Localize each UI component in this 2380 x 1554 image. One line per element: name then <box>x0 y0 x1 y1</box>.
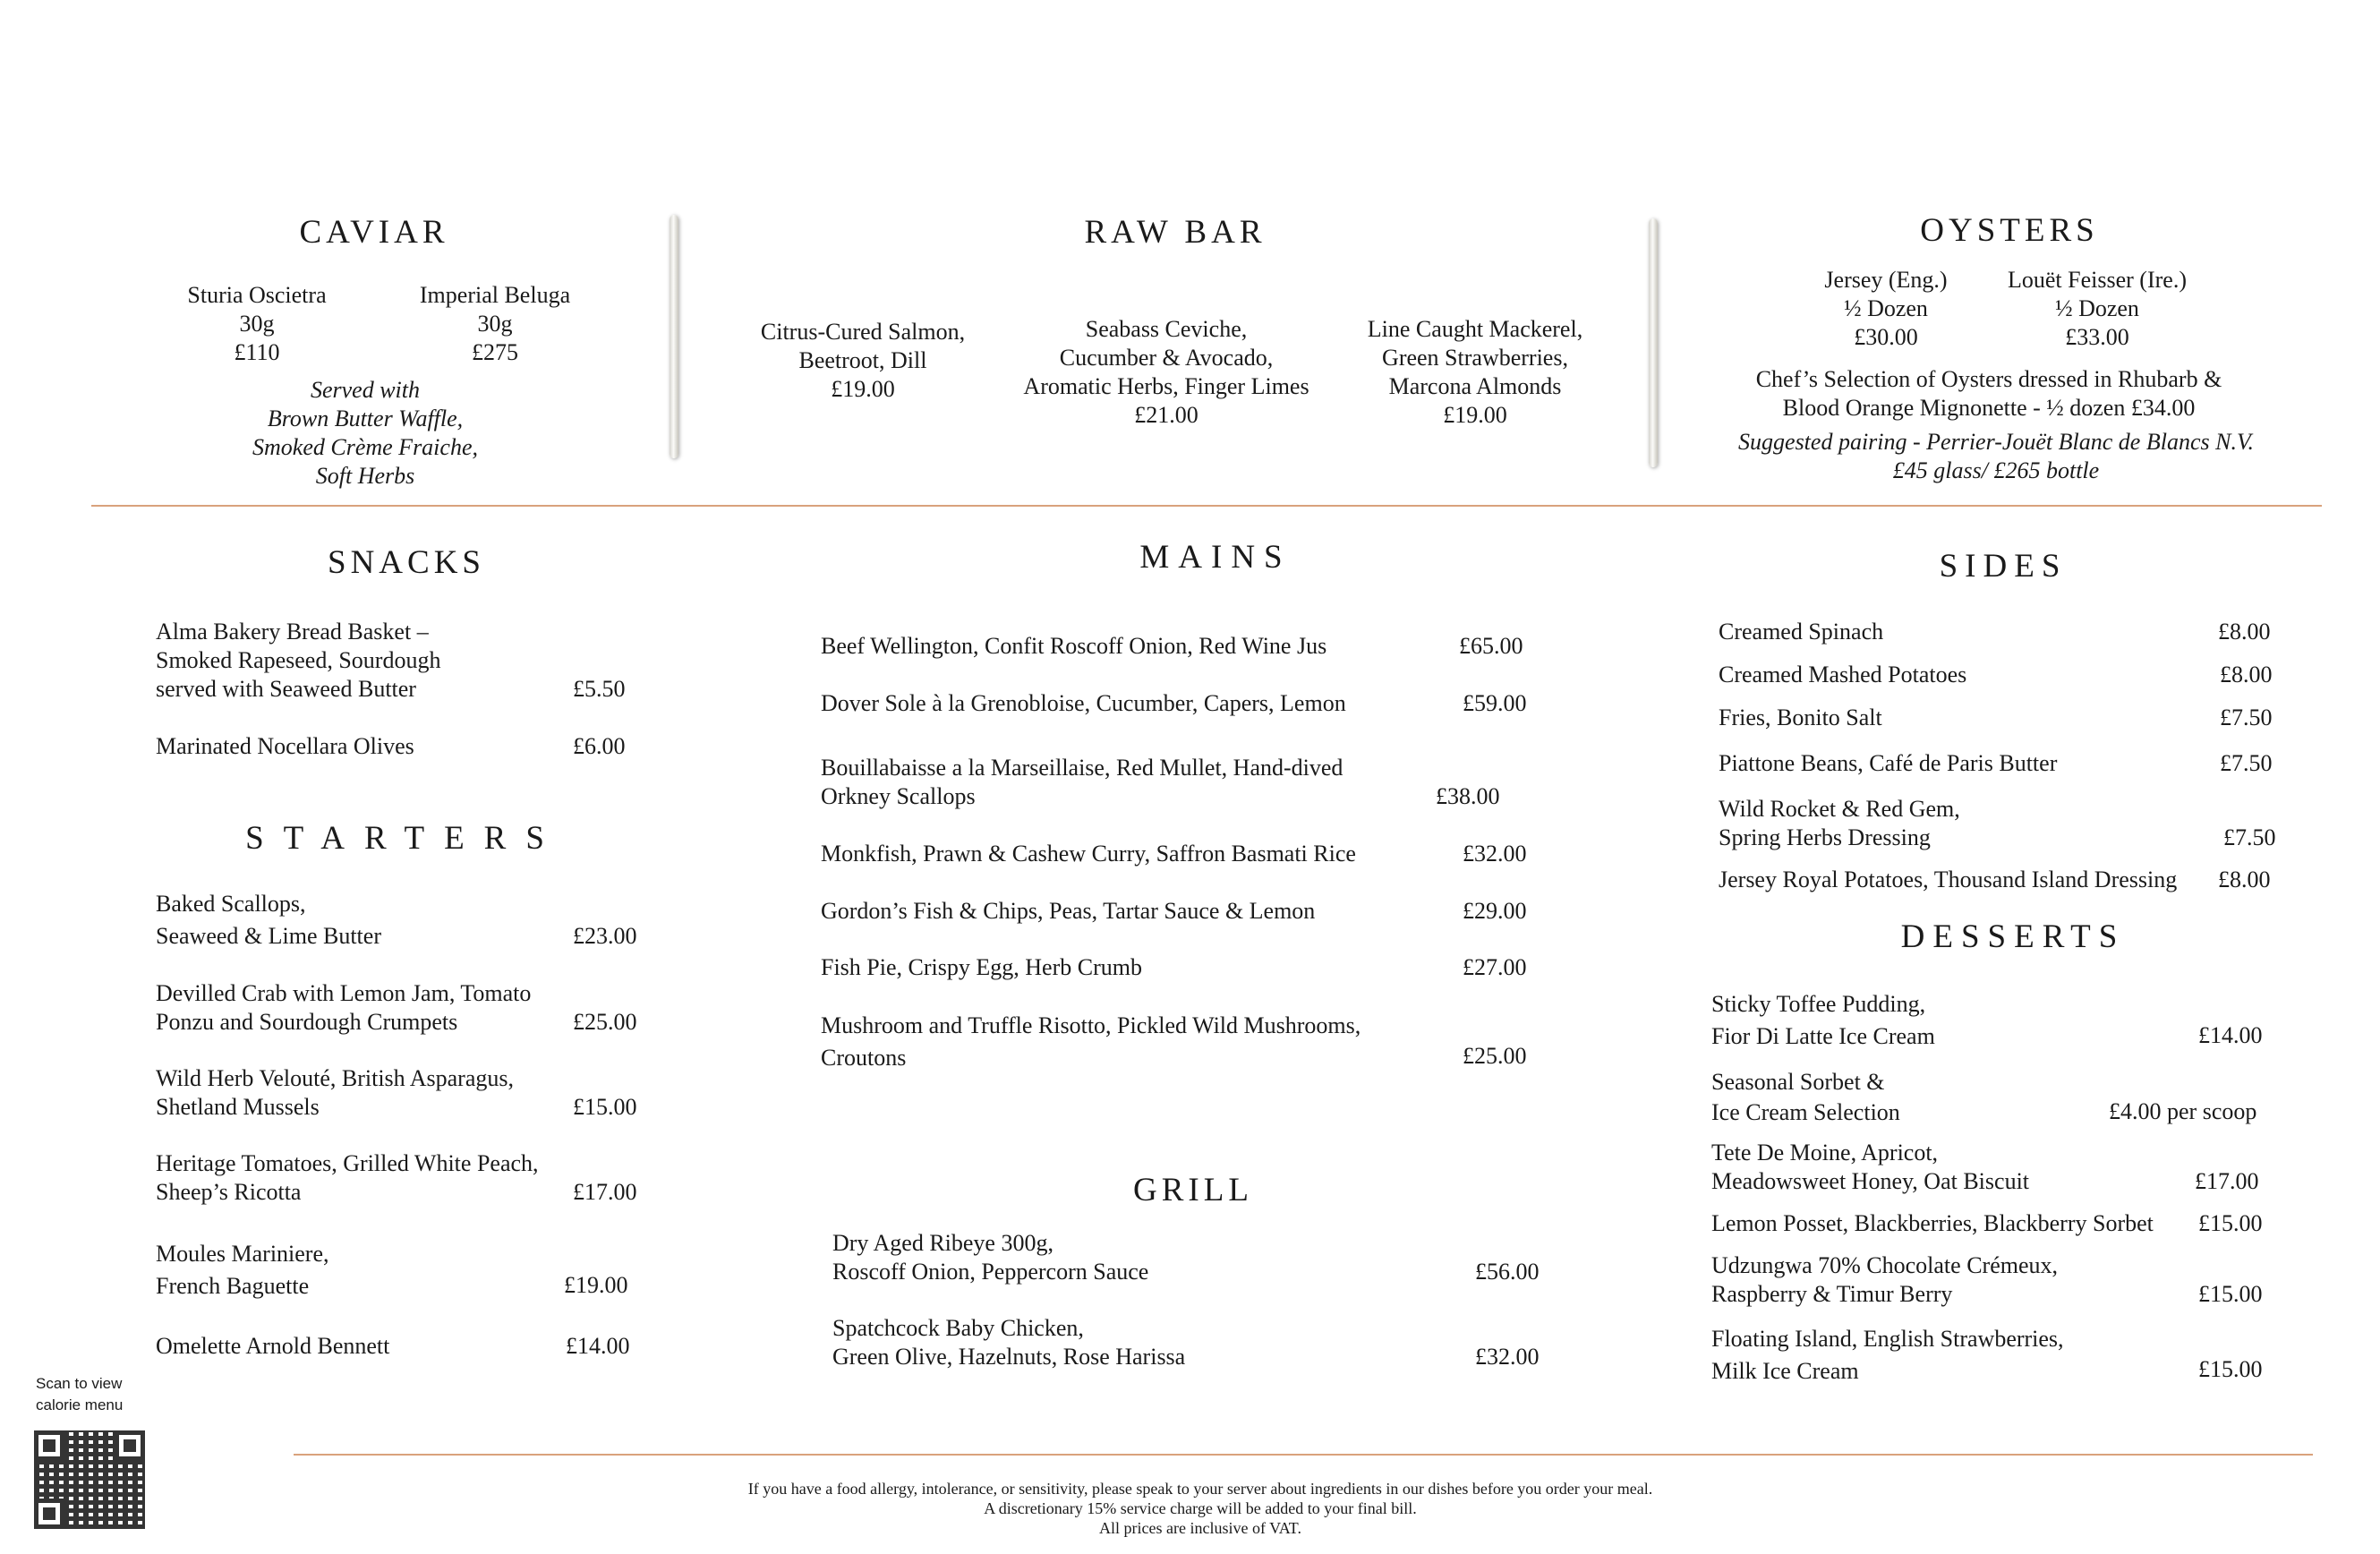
item-price: £38.00 <box>1436 783 1500 809</box>
item-line: Marinated Nocellara Olives <box>156 733 414 759</box>
oyster-item <box>1824 266 1947 352</box>
item-line: Spatchcock Baby Chicken, <box>832 1315 1084 1341</box>
starter-item <box>156 888 381 952</box>
item-line: Fior Di Latte Ice Cream <box>1711 1023 1935 1049</box>
item-price: £14.00 <box>2198 1022 2263 1048</box>
item-line: Dover Sole à la Grenobloise, Cucumber, Capers, Lemon <box>821 690 1346 716</box>
item-price: £8.00 <box>2218 867 2271 892</box>
item-price: £65.00 <box>1459 633 1523 659</box>
footer-line: If you have a food allergy, intolerance, or sensitivity, please speak to your server about ingredients in our dishes before you order your meal. <box>747 1480 1653 1498</box>
qr-finder-pattern <box>34 1498 64 1529</box>
pairing-line: Suggested pairing - Perrier-Jouët Blanc de Blancs N.V. <box>1738 429 2254 455</box>
chef-line: Chef’s Selection of Oysters dressed in Rhubarb & <box>1755 366 2222 392</box>
item-price: £32.00 <box>1475 1344 1540 1370</box>
item-line: Moules Mariniere, <box>156 1241 329 1267</box>
item-price: £8.00 <box>2218 619 2271 645</box>
caviar-item <box>187 281 326 367</box>
main-item <box>821 632 1326 661</box>
raw-bar-item <box>1023 315 1309 430</box>
item-line: Floating Island, English Strawberries, <box>1711 1326 2064 1352</box>
item-line: Jersey Royal Potatoes, Thousand Island Dressing <box>1719 867 2178 892</box>
item-line: Gordon’s Fish & Chips, Peas, Tartar Sauce & Lemon <box>821 898 1316 924</box>
oysters-pairing <box>1738 428 2254 485</box>
item-price: £29.00 <box>1463 898 1527 924</box>
item-price: £19.00 <box>1443 402 1507 428</box>
item-line: Citrus-Cured Salmon, <box>760 319 966 345</box>
served-line: Brown Butter Waffle, <box>267 406 464 431</box>
item-line: Creamed Mashed Potatoes <box>1719 662 1967 687</box>
starters-heading: STARTERS <box>245 820 564 857</box>
item-line: Dry Aged Ribeye 300g, <box>832 1230 1054 1256</box>
item-line: Croutons <box>821 1045 907 1071</box>
dessert-item <box>1711 1251 2058 1309</box>
main-item <box>821 689 1346 718</box>
oyster-price: £33.00 <box>2065 324 2129 350</box>
item-price: £59.00 <box>1463 690 1527 716</box>
dessert-item <box>1711 988 1935 1053</box>
item-line: Sheep’s Ricotta <box>156 1179 302 1205</box>
dessert-item <box>1711 1323 2064 1388</box>
item-line: Fish Pie, Crispy Egg, Herb Crumb <box>821 954 1142 980</box>
item-line: Mushroom and Truffle Risotto, Pickled Wild Mushrooms, <box>821 1012 1361 1038</box>
item-price: £23.00 <box>573 923 637 949</box>
starter-item <box>156 979 531 1037</box>
footer-line: All prices are inclusive of VAT. <box>1099 1519 1301 1537</box>
desserts-heading: DESSERTS <box>1900 918 2126 955</box>
dessert-item <box>1711 1067 1900 1128</box>
snacks-heading: SNACKS <box>328 544 485 581</box>
item-price: £15.00 <box>2198 1210 2263 1236</box>
item-line: Wild Herb Velouté, British Asparagus, <box>156 1065 514 1091</box>
side-item <box>1719 749 2057 778</box>
item-line: served with Seaweed Butter <box>156 676 416 702</box>
item-price: £5.50 <box>573 676 626 702</box>
pairing-line: £45 glass/ £265 bottle <box>1892 457 2100 483</box>
caviar-heading: CAVIAR <box>299 214 449 251</box>
qr-caption-line: calorie menu <box>36 1396 124 1413</box>
oysters-heading: OYSTERS <box>1920 212 2099 249</box>
item-price: £21.00 <box>1134 402 1199 428</box>
item-line: Baked Scallops, <box>156 891 306 917</box>
item-price: £19.00 <box>564 1272 628 1298</box>
item-line: Shetland Mussels <box>156 1094 320 1120</box>
main-item <box>821 1010 1361 1074</box>
item-price: £15.00 <box>2198 1356 2263 1382</box>
item-line: Seabass Ceviche, <box>1085 316 1248 342</box>
snack-item <box>156 732 414 761</box>
footer-divider <box>294 1454 2313 1456</box>
oyster-item <box>2008 266 2187 352</box>
raw-bar-item <box>761 318 965 404</box>
sides-heading: SIDES <box>1939 548 2068 585</box>
item-price: £4.00 per scoop <box>2109 1098 2257 1124</box>
side-item <box>1719 618 1883 646</box>
oysters-chef-selection <box>1756 365 2222 423</box>
item-price: £25.00 <box>1463 1043 1527 1069</box>
item-line: Seasonal Sorbet & <box>1711 1069 1885 1095</box>
item-price: £7.50 <box>2220 704 2273 730</box>
item-price: £15.00 <box>2198 1281 2263 1307</box>
served-line: Smoked Crème Fraiche, <box>252 434 478 460</box>
item-price: £32.00 <box>1463 841 1527 867</box>
dessert-item <box>1711 1209 2154 1238</box>
caviar-item <box>420 281 570 367</box>
footer-line: A discretionary 15% service charge will be added to your final bill. <box>984 1499 1417 1517</box>
caviar-item-size: 30g <box>239 311 275 337</box>
qr-code[interactable] <box>34 1430 145 1529</box>
grill-item <box>832 1314 1185 1371</box>
item-line: Marcona Almonds <box>1388 373 1562 399</box>
item-line: Orkney Scallops <box>821 783 976 809</box>
item-price: £6.00 <box>573 733 626 759</box>
item-line: Creamed Spinach <box>1719 619 1884 645</box>
snack-item <box>156 618 440 704</box>
main-item <box>821 897 1315 926</box>
starter-item <box>156 1332 389 1361</box>
served-line: Soft Herbs <box>315 463 415 489</box>
item-price: £14.00 <box>566 1333 630 1359</box>
item-line: Raspberry & Timur Berry <box>1711 1281 1953 1307</box>
caviar-item-size: 30g <box>477 311 513 337</box>
item-line: Fries, Bonito Salt <box>1719 704 1882 730</box>
side-item <box>1719 704 1882 732</box>
section-divider <box>91 505 2322 507</box>
item-line: Piattone Beans, Café de Paris Butter <box>1719 750 2058 776</box>
item-line: Beetroot, Dill <box>798 347 927 373</box>
item-line: Wild Rocket & Red Gem, <box>1719 796 1960 822</box>
item-line: Omelette Arnold Bennett <box>156 1333 390 1359</box>
item-line: Bouillabaisse a la Marseillaise, Red Mullet, Hand-dived <box>821 755 1344 781</box>
item-price: £7.50 <box>2223 824 2276 850</box>
item-line: Devilled Crab with Lemon Jam, Tomato <box>156 980 532 1006</box>
qr-caption-line: Scan to view <box>36 1375 123 1392</box>
item-line: Beef Wellington, Confit Roscoff Onion, Red Wine Jus <box>821 633 1327 659</box>
item-price: £17.00 <box>2195 1168 2259 1194</box>
item-price: £17.00 <box>573 1179 637 1205</box>
item-line: Milk Ice Cream <box>1711 1358 1859 1384</box>
dessert-item <box>1711 1139 2029 1196</box>
item-line: Smoked Rapeseed, Sourdough <box>156 647 441 673</box>
item-line: Ponzu and Sourdough Crumpets <box>156 1009 458 1035</box>
side-item <box>1719 866 2177 894</box>
item-line: Roscoff Onion, Peppercorn Sauce <box>832 1259 1149 1285</box>
oyster-name: Louët Feisser (Ire.) <box>2008 267 2187 293</box>
starter-item <box>156 1149 539 1207</box>
item-line: Alma Bakery Bread Basket – <box>156 619 429 645</box>
oyster-qty: ½ Dozen <box>2055 295 2139 321</box>
item-line: Ice Cream Selection <box>1711 1099 1900 1125</box>
item-price: £19.00 <box>831 376 895 402</box>
item-line: Sticky Toffee Pudding, <box>1711 991 1926 1017</box>
item-price: £7.50 <box>2220 750 2273 776</box>
item-line: Tete De Moine, Apricot, <box>1711 1140 1939 1166</box>
main-item <box>821 754 1343 811</box>
item-line: French Baguette <box>156 1273 310 1299</box>
oyster-qty: ½ Dozen <box>1844 295 1928 321</box>
side-item <box>1719 661 1966 689</box>
item-price: £25.00 <box>573 1009 637 1035</box>
item-line: Green Olive, Hazelnuts, Rose Harissa <box>832 1344 1186 1370</box>
oyster-price: £30.00 <box>1854 324 1918 350</box>
mains-heading: MAINS <box>1139 539 1292 576</box>
side-item <box>1719 795 1960 852</box>
column-divider <box>1649 218 1658 467</box>
item-price: £27.00 <box>1463 954 1527 980</box>
column-divider <box>670 215 678 458</box>
raw-bar-item <box>1368 315 1582 430</box>
item-line: Monkfish, Prawn & Cashew Curry, Saffron Basmati Rice <box>821 841 1356 867</box>
qr-finder-pattern <box>115 1430 145 1461</box>
caviar-item-price: £275 <box>472 339 518 365</box>
item-line: Aromatic Herbs, Finger Limes <box>1023 373 1309 399</box>
oyster-name: Jersey (Eng.) <box>1824 267 1948 293</box>
item-price: £8.00 <box>2220 662 2273 687</box>
qr-finder-pattern <box>34 1430 64 1461</box>
item-line: Green Strawberries, <box>1382 345 1568 371</box>
raw-bar-heading: RAW BAR <box>1084 214 1267 251</box>
qr-caption <box>36 1373 124 1416</box>
starter-item <box>156 1064 514 1122</box>
main-item <box>821 840 1356 868</box>
caviar-item-name: Sturia Oscietra <box>187 282 327 308</box>
item-line: Spring Herbs Dressing <box>1719 824 1931 850</box>
item-line: Line Caught Mackerel, <box>1367 316 1583 342</box>
caviar-item-name: Imperial Beluga <box>419 282 571 308</box>
footer-notice <box>748 1479 1653 1538</box>
item-line: Lemon Posset, Blackberries, Blackberry Sorbet <box>1711 1210 2154 1236</box>
item-line: Meadowsweet Honey, Oat Biscuit <box>1711 1168 2030 1194</box>
caviar-served-with <box>252 376 478 491</box>
grill-item <box>832 1229 1148 1286</box>
item-line: Heritage Tomatoes, Grilled White Peach, <box>156 1150 539 1176</box>
item-price: £15.00 <box>573 1094 637 1120</box>
main-item <box>821 953 1142 982</box>
item-price: £56.00 <box>1475 1259 1540 1285</box>
starter-item <box>156 1238 329 1302</box>
chef-line: Blood Orange Mignonette - ½ dozen £34.00 <box>1782 395 2196 421</box>
item-line: Seaweed & Lime Butter <box>156 923 381 949</box>
served-line: Served with <box>310 377 421 403</box>
qr-code-pattern <box>34 1430 145 1529</box>
grill-heading: GRILL <box>1133 1172 1253 1208</box>
item-line: Udzungwa 70% Chocolate Crémeux, <box>1711 1252 2059 1278</box>
caviar-item-price: £110 <box>234 339 280 365</box>
item-line: Cucumber & Avocado, <box>1059 345 1274 371</box>
